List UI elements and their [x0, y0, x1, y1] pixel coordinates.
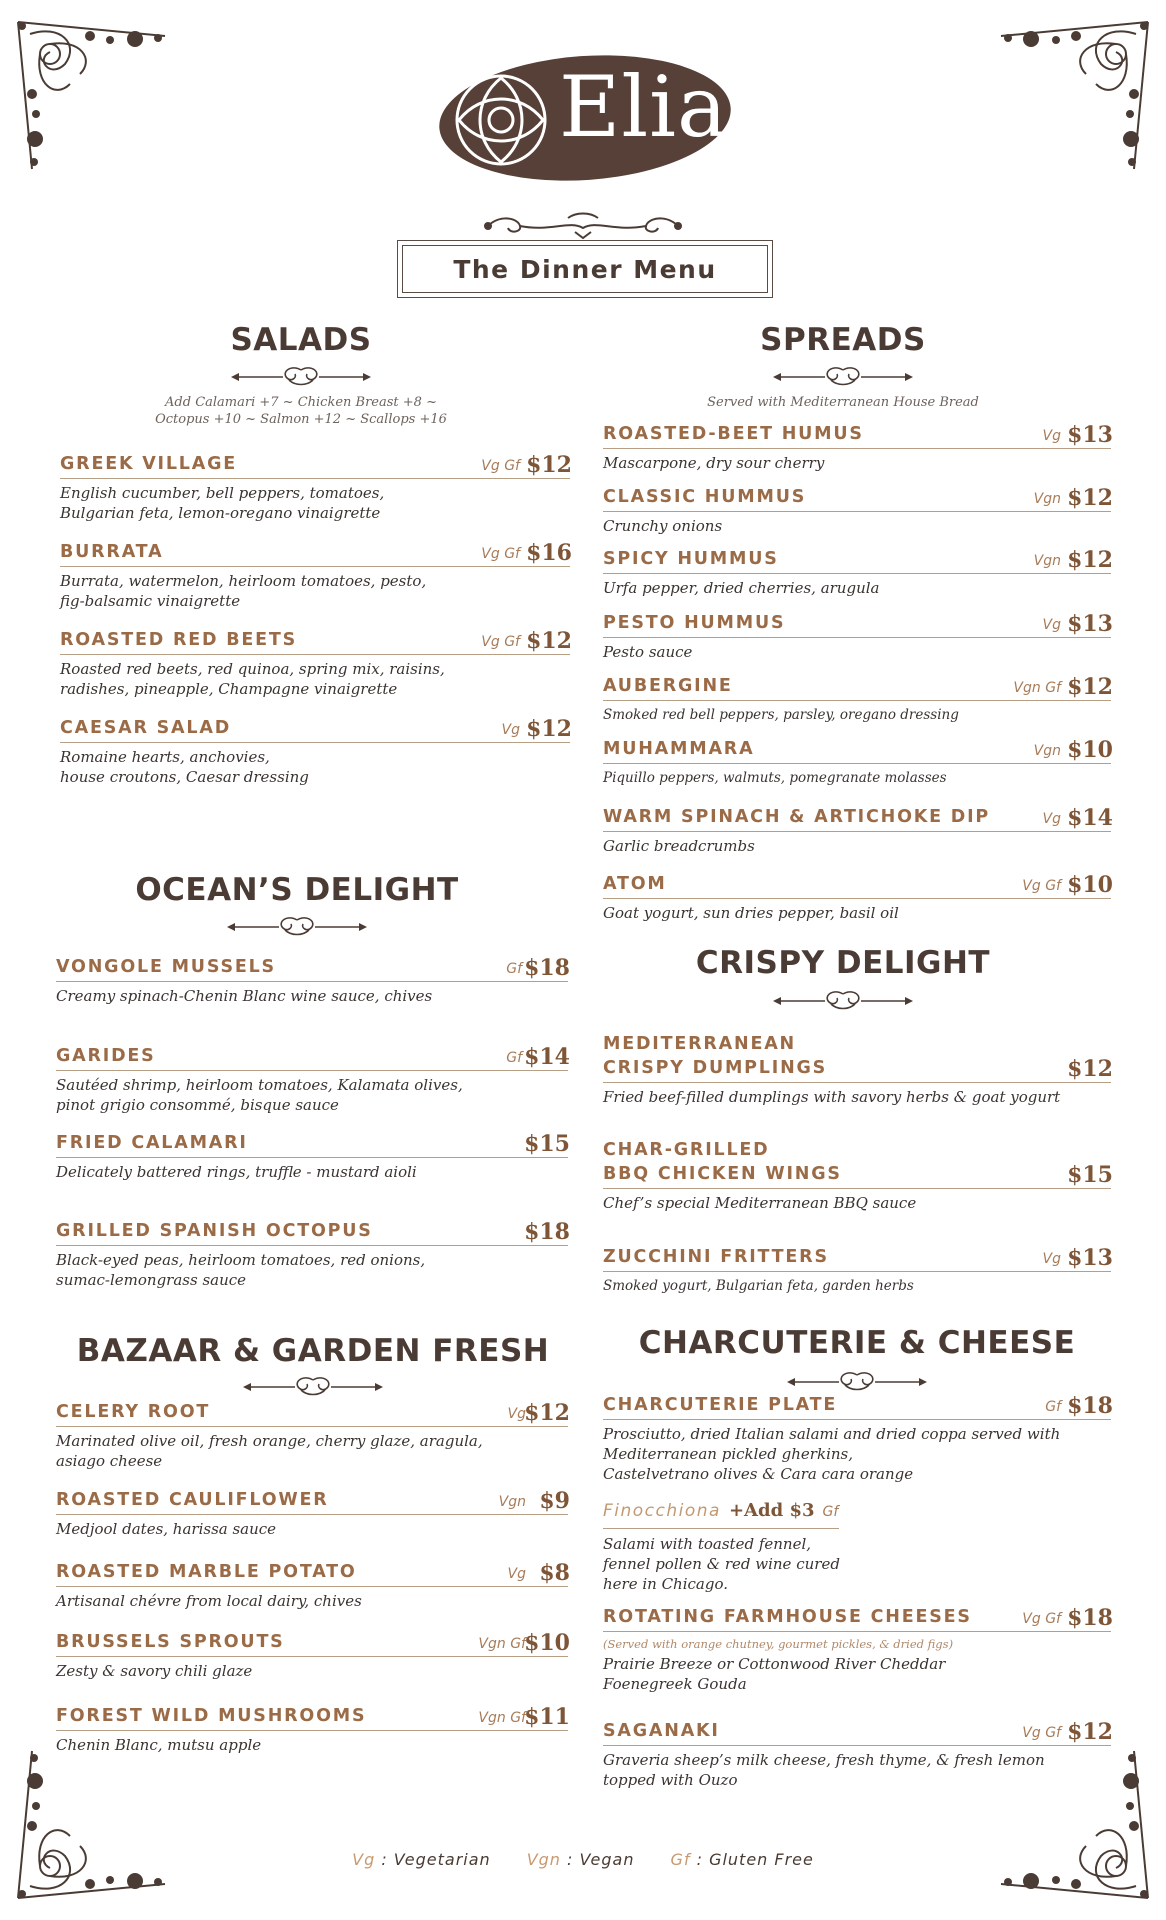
item-name: WARM SPINACH & ARTICHOKE DIP	[603, 807, 991, 827]
legend-item	[527, 1850, 635, 1869]
item-underline	[603, 1188, 1111, 1189]
bazaar-item	[56, 1488, 570, 1538]
brand-name: Elia	[559, 58, 729, 156]
item-name: SPICY HUMMUS	[603, 549, 779, 569]
section-divider-icon	[231, 366, 371, 388]
item-underline	[60, 478, 570, 479]
salads-item	[60, 628, 572, 698]
dietary-tags: Vg Gf	[1022, 1611, 1061, 1627]
dietary-tags: Vg Gf	[1022, 878, 1061, 894]
item-price: $13	[1067, 611, 1113, 637]
item-description: Roasted red beets, red quinoa, spring mix, raisins, radishes, pineapple, Champagne vinaigrette	[60, 660, 445, 698]
dietary-tags: Vg	[1042, 1251, 1061, 1267]
item-description: Medjool dates, harissa sauce	[56, 1520, 277, 1538]
item-serving-note: (Served with orange chutney, gourmet pickles, & dried figs)	[603, 1637, 954, 1651]
item-price: $11	[524, 1704, 570, 1730]
item-name: BRUSSELS SPROUTS	[56, 1632, 285, 1652]
item-description: Romaine hearts, anchovies, house croutons, Caesar dressing	[60, 748, 309, 786]
spreads-item	[603, 674, 1113, 723]
spreads-item	[603, 737, 1113, 786]
item-underline	[603, 1419, 1111, 1420]
ocean-item	[56, 1219, 570, 1289]
legend-key: Gf	[670, 1850, 691, 1869]
legend-separator: :	[560, 1850, 580, 1869]
item-description: Urfa pepper, dried cherries, arugula	[603, 579, 880, 597]
brand-logo	[439, 56, 731, 180]
section-divider-icon	[243, 1376, 383, 1398]
item-name: ROASTED-BEET HUMUS	[603, 424, 864, 444]
salads-item	[60, 716, 572, 786]
item-name: ROASTED CAULIFLOWER	[56, 1490, 329, 1510]
item-description: Artisanal chévre from local dairy, chives	[56, 1592, 362, 1610]
item-description: Prairie Breeze or Cottonwood River Cheddar Foenegreek Gouda	[603, 1655, 946, 1693]
ocean-item	[56, 955, 570, 1005]
section-divider-icon	[227, 916, 367, 938]
item-underline	[603, 1631, 1111, 1632]
spreads-section-title: SPREADS	[760, 322, 926, 358]
item-name: GRILLED SPANISH OCTOPUS	[56, 1221, 373, 1241]
dietary-tags: Vgn	[1033, 743, 1061, 759]
item-price: $10	[1067, 872, 1113, 898]
item-name: SAGANAKI	[603, 1721, 720, 1741]
item-price: $12	[526, 716, 572, 742]
addon-dietary-tag: Gf	[822, 1504, 839, 1520]
item-price: $8	[539, 1560, 570, 1586]
menu-title: The Dinner Menu	[453, 255, 717, 284]
item-underline	[603, 573, 1111, 574]
item-price: $12	[1067, 1056, 1113, 1082]
item-underline	[56, 981, 568, 982]
logo-knot-icon	[449, 70, 553, 170]
corner-ornament-bottom-left	[10, 1741, 175, 1906]
item-underline	[603, 1745, 1111, 1746]
item-name: AUBERGINE	[603, 676, 733, 696]
addon-price: +Add $3	[728, 1500, 815, 1521]
legend-item	[352, 1850, 491, 1869]
ocean-item	[56, 1131, 570, 1181]
ocean-section-title: OCEAN’S DELIGHT	[135, 872, 459, 908]
salads-item	[60, 540, 572, 610]
item-name: ROTATING FARMHOUSE CHEESES	[603, 1607, 972, 1627]
item-price: $12	[526, 628, 572, 654]
spreads-item	[603, 872, 1113, 922]
salads-section-note: Add Calamari +7 ~ Chicken Breast +8 ~ Octopus +10 ~ Salmon +12 ~ Scallops +16	[155, 395, 447, 427]
item-underline	[603, 511, 1111, 512]
item-description: Marinated olive oil, fresh orange, cherry glaze, aragula, asiago cheese	[56, 1432, 483, 1470]
dietary-tags: Vg Gf	[481, 458, 520, 474]
item-underline	[603, 831, 1111, 832]
legend-separator: :	[690, 1850, 710, 1869]
item-name: PESTO HUMMUS	[603, 613, 786, 633]
item-description: Garlic breadcrumbs	[603, 837, 755, 855]
charcuterie-item	[603, 1605, 1113, 1693]
addon-underline	[603, 1528, 839, 1529]
spreads-item	[603, 805, 1113, 855]
crispy-item	[603, 1032, 1113, 1106]
item-description: Zesty & savory chili glaze	[56, 1662, 253, 1680]
legend-label: Vegan	[579, 1850, 635, 1869]
dietary-tags: Vgn Gf	[1013, 680, 1061, 696]
item-name: ROASTED RED BEETS	[60, 630, 297, 650]
item-name: FOREST WILD MUSHROOMS	[56, 1706, 367, 1726]
item-name: CAESAR SALAD	[60, 718, 232, 738]
item-underline	[60, 654, 570, 655]
section-divider-icon	[773, 990, 913, 1012]
dietary-tags: Vg	[1042, 428, 1061, 444]
item-name: CHARCUTERIE PLATE	[603, 1395, 838, 1415]
item-description: Graveria sheep’s milk cheese, fresh thyme, & fresh lemon topped with Ouzo	[603, 1751, 1045, 1789]
item-underline	[603, 448, 1111, 449]
item-name: GARIDES	[56, 1046, 156, 1066]
item-price: $9	[539, 1488, 570, 1514]
item-description: Pesto sauce	[603, 643, 693, 661]
item-underline	[56, 1656, 568, 1657]
crispy-item	[603, 1245, 1113, 1294]
item-price: $16	[526, 540, 572, 566]
item-price: $12	[1067, 485, 1113, 511]
item-price: $18	[1067, 1605, 1113, 1631]
section-divider-icon	[787, 1371, 927, 1393]
spreads-item	[603, 485, 1113, 535]
item-underline	[603, 898, 1111, 899]
spreads-section-note: Served with Mediterranean House Bread	[707, 395, 979, 410]
dietary-tags: Vg Gf	[481, 546, 520, 562]
bazaar-section-title: BAZAAR & GARDEN FRESH	[76, 1333, 550, 1369]
legend-item	[670, 1850, 813, 1869]
salads-item	[60, 452, 572, 522]
item-price: $12	[1067, 674, 1113, 700]
item-description: Burrata, watermelon, heirloom tomatoes, pesto, fig-balsamic vinaigrette	[60, 572, 427, 610]
section-divider-icon	[773, 366, 913, 388]
dietary-tags: Gf	[506, 1050, 522, 1066]
bazaar-item	[56, 1630, 570, 1680]
item-underline	[56, 1426, 568, 1427]
item-underline	[56, 1070, 568, 1071]
title-flourish-icon	[480, 210, 686, 240]
item-description: English cucumber, bell peppers, tomatoes, Bulgarian feta, lemon-oregano vinaigrette	[60, 484, 385, 522]
dietary-tags: Vgn	[1033, 491, 1061, 507]
item-price: $10	[1067, 737, 1113, 763]
dietary-legend	[0, 1850, 1166, 1869]
item-description: Fried beef-filled dumplings with savory herbs & goat yogurt	[603, 1088, 1061, 1106]
crispy-item	[603, 1138, 1113, 1212]
item-name: FRIED CALAMARI	[56, 1133, 248, 1153]
dietary-tags: Vg Gf	[481, 634, 520, 650]
item-underline	[603, 1082, 1111, 1083]
item-name: MEDITERRANEAN CRISPY DUMPLINGS	[603, 1034, 828, 1078]
item-underline	[60, 566, 570, 567]
item-underline	[56, 1514, 568, 1515]
item-name: ROASTED MARBLE POTATO	[56, 1562, 357, 1582]
item-price: $12	[526, 452, 572, 478]
dietary-tags: Vg	[507, 1406, 526, 1422]
spreads-item	[603, 611, 1113, 661]
spreads-item	[603, 422, 1113, 472]
item-name: ZUCCHINI FRITTERS	[603, 1247, 829, 1267]
item-description: Chenin Blanc, mutsu apple	[56, 1736, 262, 1754]
menu-title-frame	[397, 240, 773, 298]
addon-description: Salami with toasted fennel, fennel pollen & red wine cured here in Chicago.	[603, 1535, 840, 1593]
item-price: $12	[524, 1400, 570, 1426]
item-name: GREEK VILLAGE	[60, 454, 238, 474]
item-description: Piquillo peppers, walmuts, pomegranate molasses	[603, 770, 947, 786]
bazaar-item	[56, 1704, 570, 1754]
item-name: MUHAMMARA	[603, 739, 755, 759]
item-price: $18	[1067, 1393, 1113, 1419]
spreads-item	[603, 547, 1113, 597]
item-description: Smoked yogurt, Bulgarian feta, garden herbs	[603, 1278, 914, 1294]
legend-label: Gluten Free	[709, 1850, 814, 1869]
charcuterie-item	[603, 1393, 1113, 1483]
item-description: Sautéed shrimp, heirloom tomatoes, Kalamata olives, pinot grigio consommé, bisque sauce	[56, 1076, 463, 1114]
charcuterie-section-title: CHARCUTERIE & CHEESE	[638, 1325, 1076, 1361]
item-price: $15	[524, 1131, 570, 1157]
dietary-tags: Vg	[1042, 811, 1061, 827]
bazaar-item	[56, 1560, 570, 1610]
item-price: $13	[1067, 422, 1113, 448]
crispy-section-title: CRISPY DELIGHT	[695, 945, 991, 981]
item-underline	[56, 1245, 568, 1246]
item-name: ATOM	[603, 874, 667, 894]
item-underline	[603, 637, 1111, 638]
dietary-tags: Gf	[506, 961, 522, 977]
charcuterie-item	[603, 1719, 1113, 1789]
item-description: Goat yogurt, sun dries pepper, basil oil	[603, 904, 899, 922]
item-underline	[60, 742, 570, 743]
item-description: Smoked red bell peppers, parsley, oregano dressing	[603, 707, 959, 723]
item-underline	[56, 1157, 568, 1158]
legend-key: Vgn	[526, 1850, 561, 1869]
item-price: $12	[1067, 547, 1113, 573]
item-description: Mascarpone, dry sour cherry	[603, 454, 825, 472]
legend-label: Vegetarian	[393, 1850, 491, 1869]
addon-name: Finocchiona	[603, 1501, 721, 1521]
item-price: $14	[524, 1044, 570, 1070]
item-price: $18	[524, 1219, 570, 1245]
item-description: Creamy spinach-Chenin Blanc wine sauce, chives	[56, 987, 433, 1005]
dietary-tags: Vgn	[498, 1494, 526, 1510]
item-description: Delicately battered rings, truffle - mustard aioli	[56, 1163, 417, 1181]
dietary-tags: Vgn Gf	[478, 1636, 526, 1652]
item-price: $18	[524, 955, 570, 981]
bazaar-item	[56, 1400, 570, 1470]
item-price: $10	[524, 1630, 570, 1656]
dietary-tags: Vg	[1042, 617, 1061, 633]
item-description: Prosciutto, dried Italian salami and dried coppa served with Mediterranean pickled gherkins, Castelvetrano olives & Cara cara orange	[603, 1425, 1061, 1483]
corner-ornament-top-left	[10, 14, 175, 179]
item-name: CELERY ROOT	[56, 1402, 211, 1422]
dietary-tags: Vgn	[1033, 553, 1061, 569]
dietary-tags: Vgn Gf	[478, 1710, 526, 1726]
ocean-item	[56, 1044, 570, 1114]
legend-key: Vg	[352, 1850, 376, 1869]
item-underline	[56, 1586, 568, 1587]
item-name: BURRATA	[60, 542, 164, 562]
item-price: $13	[1067, 1245, 1113, 1271]
dietary-tags: Vg	[501, 722, 520, 738]
item-description: Chef’s special Mediterranean BBQ sauce	[603, 1194, 917, 1212]
dietary-tags: Vg	[507, 1566, 526, 1582]
dietary-tags: Vg Gf	[1022, 1725, 1061, 1741]
item-price: $15	[1067, 1162, 1113, 1188]
item-name: CLASSIC HUMMUS	[603, 487, 807, 507]
item-name: VONGOLE MUSSELS	[56, 957, 276, 977]
item-price: $14	[1067, 805, 1113, 831]
finocchiona-addon	[603, 1500, 863, 1593]
salads-section-title: SALADS	[230, 322, 372, 358]
item-description: Crunchy onions	[603, 517, 723, 535]
legend-separator: :	[375, 1850, 394, 1869]
item-underline	[603, 1271, 1111, 1272]
item-price: $12	[1067, 1719, 1113, 1745]
dietary-tags: Gf	[1045, 1399, 1061, 1415]
item-name: CHAR-GRILLED BBQ CHICKEN WINGS	[603, 1140, 842, 1184]
item-underline	[603, 700, 1111, 701]
item-underline	[56, 1730, 568, 1731]
corner-ornament-top-right	[991, 14, 1156, 179]
item-description: Black-eyed peas, heirloom tomatoes, red onions, sumac-lemongrass sauce	[56, 1251, 426, 1289]
item-underline	[603, 763, 1111, 764]
